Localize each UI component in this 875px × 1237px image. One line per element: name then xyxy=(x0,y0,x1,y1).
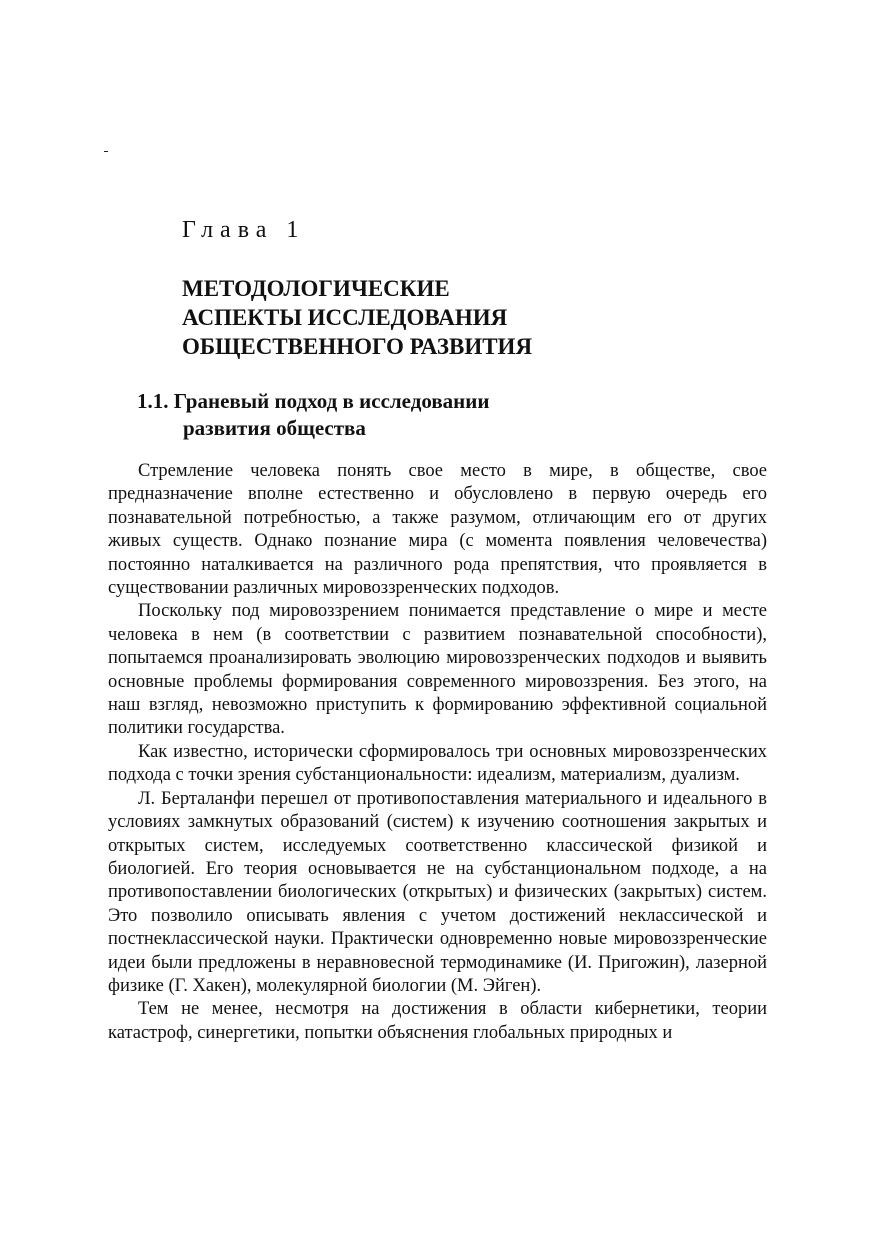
paragraph: Как известно, исторически сформировалось три основных мировоззренческих подхода с точки зрения субстанциональности: идеализм, материализм, дуализм. xyxy=(108,741,767,786)
section-title xyxy=(137,388,489,442)
chapter-title-line: МЕТОДОЛОГИЧЕСКИЕ xyxy=(182,276,450,301)
page-mark xyxy=(104,151,108,152)
chapter-label: Глава 1 xyxy=(182,217,306,243)
paragraph: Тем не менее, несмотря на достижения в области кибернетики, теории катастроф, синергетики, попытки объяснения глобальных природных и xyxy=(108,999,767,1043)
chapter-title-line: АСПЕКТЫ ИССЛЕДОВАНИЯ xyxy=(182,305,508,330)
paragraph: Стремление человека понять свое место в мире, в обществе, свое предназначение вполне естественно и обусловлено в первую очередь его познавательной потребностью, а также разумом, отличающим его от других живых существ. Однако познание мира (с момента появления человечества) постоянно наталкивается на различного рода препятствия, что проявляется в существовании различных мировоззренческих подходов. xyxy=(108,461,767,599)
paragraph: Поскольку под мировоззрением понимается представление о мире и месте человека в нем (в соответствии с развитием познавательной способности), попытаемся проанализировать эволюцию мировоззренческих подходов и выявить основные проблемы формирования современного мировоззрения. Без этого, на наш взгляд, невозможно приступить к формированию эффективной социальной политики государства. xyxy=(108,601,767,739)
section-title-line: 1.1. Граневый подход в исследовании xyxy=(137,389,490,413)
chapter-title-line: ОБЩЕСТВЕННОГО РАЗВИТИЯ xyxy=(182,334,533,359)
paragraph: Л. Берталанфи перешел от противопоставления материального и идеального в условиях замкнутых образований (систем) к изучению соотношения закрытых и открытых систем, исследуемых соответственно классической физикой и биологией. Его теория основывается не на субстанциональном подходе, а на противопоставлении биологических (открытых) и физических (закрытых) систем. Это позволило описывать явления с учетом достижений неклассической и постнеклассической науки. Практически одновременно новые мировоззренческие идеи были предложены в неравновесной термодинамике (И. Пригожин), лазерной физике (Г. Хакен), молекулярной биологии (М. Эйген). xyxy=(108,788,767,996)
chapter-title xyxy=(182,274,532,361)
body-text xyxy=(108,460,767,1045)
section-title-line: развития общества xyxy=(183,416,366,440)
